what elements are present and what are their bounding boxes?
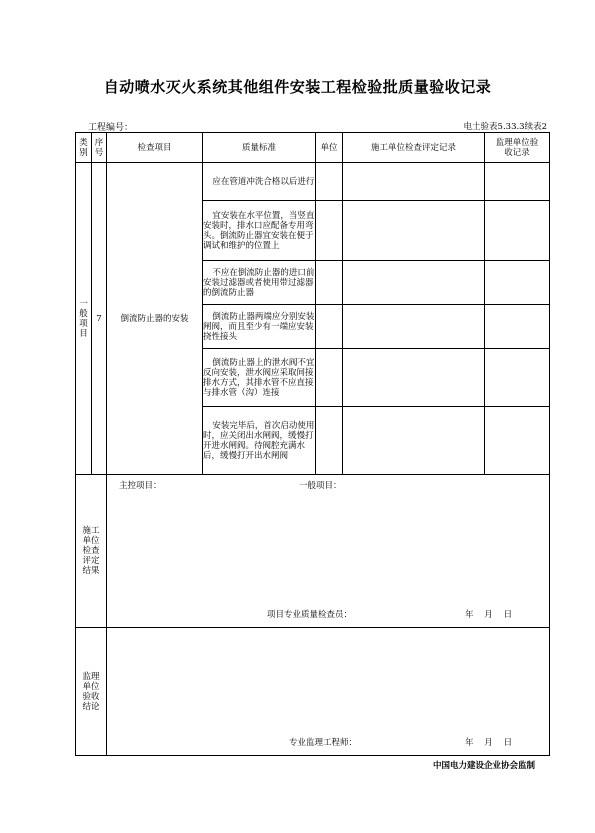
inspection-table xyxy=(75,132,550,756)
supervision-record-cell[interactable] xyxy=(485,305,550,349)
supervision-label: 监理单位验收结论 xyxy=(82,671,100,712)
supervision-record-cell[interactable] xyxy=(485,349,550,407)
item-cell: 倒流防止器的安装 xyxy=(107,163,203,475)
header-construction-record: 施工单位检查评定记录 xyxy=(343,133,485,163)
construction-record-cell[interactable] xyxy=(343,349,485,407)
header-row xyxy=(76,133,550,163)
supervision-date-label: 年 月 日 xyxy=(465,738,513,748)
header-seq-text: 序号 xyxy=(94,137,104,158)
general-items-label: 一般项目： xyxy=(299,481,342,491)
unit-cell[interactable] xyxy=(316,407,343,475)
unit-cell[interactable] xyxy=(316,201,343,261)
standard-cell: 应在管道冲洗合格以后进行 xyxy=(203,163,316,201)
header-standard: 质量标准 xyxy=(203,133,316,163)
supervision-conclusion-row xyxy=(76,628,550,756)
header-item: 检查项目 xyxy=(107,133,203,163)
construction-date-label: 年 月 日 xyxy=(465,610,513,620)
page-title: 自动喷水灭火系统其他组件安装工程检验批质量验收记录 xyxy=(103,78,492,96)
construction-result-row xyxy=(76,475,550,628)
supervision-conclusion-cell[interactable] xyxy=(107,628,550,756)
construction-result-label-cell xyxy=(76,475,107,628)
supervision-label-cell xyxy=(76,628,107,756)
construction-record-cell[interactable] xyxy=(343,201,485,261)
main-items-label: 主控项目： xyxy=(119,481,162,491)
supervision-record-cell[interactable] xyxy=(485,407,550,475)
supervision-record-cell[interactable] xyxy=(485,201,550,261)
quality-inspector-label: 项目专业质量检查员： xyxy=(267,610,353,620)
table-row xyxy=(76,163,550,201)
category-cell xyxy=(76,163,92,475)
construction-result-label: 施工单位检查评定结果 xyxy=(82,526,100,576)
unit-cell[interactable] xyxy=(316,261,343,305)
header-seq xyxy=(92,133,107,163)
standard-cell: 不应在倒流防止器的进口前安装过滤器或者使用带过滤器的倒流防止器 xyxy=(203,261,316,305)
unit-cell[interactable] xyxy=(316,163,343,201)
footer-supervisor: 中国电力建设企业协会监制 xyxy=(432,761,535,771)
form-code: 电土验表5.33.3续表2 xyxy=(463,122,547,132)
header-unit: 单位 xyxy=(316,133,343,163)
unit-cell[interactable] xyxy=(316,349,343,407)
construction-result-cell[interactable] xyxy=(107,475,550,628)
construction-record-cell[interactable] xyxy=(343,305,485,349)
supervision-engineer-label: 专业监理工程师： xyxy=(289,738,358,748)
project-number-label: 工程编号： xyxy=(88,123,134,133)
standard-cell: 宜安装在水平位置，当竖直安装时，排水口应配备专用弯头。倒流防止器宜安装在便于调试和维护的位置上 xyxy=(203,201,316,261)
construction-record-cell[interactable] xyxy=(343,261,485,305)
standard-cell: 安装完毕后，首次启动使用时，应关闭出水闸阀，缓慢打开进水闸阀。待阀腔充满水后，缓慢打开出水闸阀 xyxy=(203,407,316,475)
header-supervision-record: 监理单位验收记录 xyxy=(485,133,550,163)
seq-cell: 7 xyxy=(92,163,107,475)
header-category-text: 类别 xyxy=(79,137,88,158)
construction-record-cell[interactable] xyxy=(343,407,485,475)
unit-cell[interactable] xyxy=(316,305,343,349)
category-label: 一般项目 xyxy=(79,298,88,339)
header-category xyxy=(76,133,92,163)
standard-cell: 倒流防止器上的泄水阀不宜反向安装，泄水阀应采取间接排水方式，其排水管不应直接与排水管（沟）连接 xyxy=(203,349,316,407)
standard-cell: 倒流防止器两端应分别安装闸阀，而且至少有一端应安装挠性接头 xyxy=(203,305,316,349)
supervision-record-cell[interactable] xyxy=(485,261,550,305)
construction-record-cell[interactable] xyxy=(343,163,485,201)
supervision-record-cell[interactable] xyxy=(485,163,550,201)
